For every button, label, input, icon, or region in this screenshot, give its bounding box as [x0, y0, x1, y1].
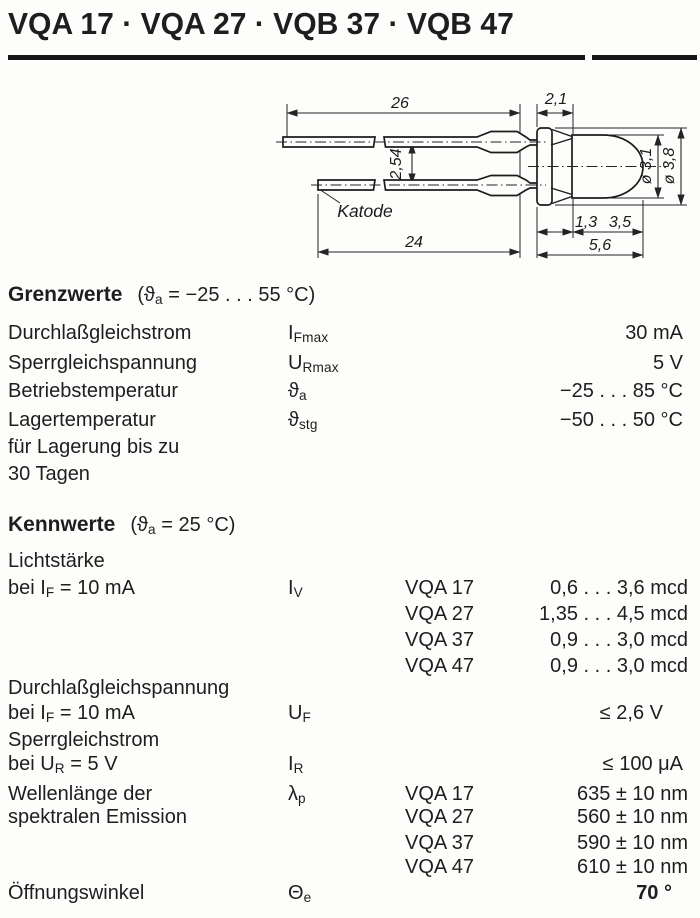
type-name: VQA 27	[405, 806, 474, 828]
grenzwerte-title: Grenzwerte	[8, 283, 123, 306]
param-symbol-urmax: URmax	[288, 352, 339, 375]
page-title: VQA 17 · VQA 27 · VQB 37 · VQB 47	[8, 6, 514, 41]
param-symbol-ir: IR	[288, 753, 304, 776]
type-name: VQA 37	[405, 832, 474, 854]
dia-label-3-8: ø 3,8	[661, 147, 678, 185]
kennwerte-condition: (ϑa = 25 °C)	[130, 514, 236, 537]
dim-label-24: 24	[405, 234, 423, 251]
param-symbol-ifmax: IFmax	[288, 322, 329, 345]
kennwerte-heading	[8, 513, 235, 537]
title-rule	[8, 55, 585, 60]
param-condition: bei UR = 5 V	[8, 753, 118, 776]
param-value: 635 ± 10 nm	[576, 783, 688, 805]
grenzwerte-heading	[8, 283, 315, 307]
row-wellenlaenge-entry	[0, 832, 700, 858]
param-value: 0,6 . . . 3,6 mcd	[550, 577, 688, 599]
type-name: VQA 17	[405, 783, 474, 805]
param-condition: bei IF = 10 mA	[8, 702, 135, 725]
dim-label-5-6: 5,6	[588, 237, 612, 254]
row-lichtstaerke	[0, 550, 700, 576]
param-label: Durchlaßgleichspannung	[8, 677, 230, 699]
row-durchlassgleichspannung-line2	[0, 702, 700, 728]
param-value: 0,9 . . . 3,0 mcd	[550, 655, 688, 677]
grenzwerte-condition: (ϑa = −25 . . . 55 °C)	[137, 284, 316, 307]
dim-label-2-54: 2,54	[388, 148, 405, 180]
param-value: −25 . . . 85 °C	[559, 380, 683, 402]
param-label: Sperrgleichspannung	[8, 352, 198, 374]
row-lichtstaerke-entry	[0, 603, 700, 629]
row-betriebstemperatur	[0, 380, 700, 406]
kennwerte-title: Kennwerte	[8, 513, 116, 536]
cathode-lead	[318, 176, 538, 196]
param-label: Lagertemperatur	[8, 409, 156, 431]
param-symbol-ta: ϑa	[288, 380, 307, 403]
param-symbol-iv: IV	[288, 577, 303, 600]
param-value: 70 °	[636, 882, 672, 904]
param-value: 590 ± 10 nm	[576, 832, 688, 854]
param-label: Wellenlänge der	[8, 783, 153, 805]
row-wellenlaenge-entry	[0, 856, 700, 882]
dim-label-1-3: 1,3	[574, 214, 598, 231]
param-label: Betriebstemperatur	[8, 380, 179, 402]
param-value: 30 mA	[625, 322, 683, 344]
param-value: 1,35 . . . 4,5 mcd	[539, 603, 688, 625]
param-value: 610 ± 10 nm	[576, 856, 688, 878]
param-value: ≤ 100 μA	[602, 753, 683, 775]
param-value: 560 ± 10 nm	[576, 806, 688, 828]
dim-label-2-1: 2,1	[544, 91, 568, 108]
param-symbol-lp: λp	[288, 783, 306, 806]
param-value: ≤ 2,6 V	[599, 702, 663, 724]
type-name: VQA 47	[405, 856, 474, 878]
row-durchlassgleichspannung	[0, 677, 700, 703]
param-label: Öffnungswinkel	[8, 882, 145, 904]
row-lagertemperatur	[0, 409, 700, 435]
param-label: 30 Tagen	[8, 463, 90, 485]
param-label: für Lagerung bis zu	[8, 436, 180, 458]
param-value: −50 . . . 50 °C	[559, 409, 683, 431]
param-label: Durchlaßgleichstrom	[8, 322, 192, 344]
param-symbol-tstg: ϑstg	[288, 409, 318, 432]
type-name: VQA 47	[405, 655, 474, 677]
param-label: Sperrgleichstrom	[8, 729, 160, 751]
type-name: VQA 37	[405, 629, 474, 651]
row-sperrgleichstrom-line2	[0, 753, 700, 779]
row-durchlassgleichstrom	[0, 322, 700, 348]
param-label: spektralen Emission	[8, 806, 187, 828]
row-wellenlaenge-line2	[0, 806, 700, 832]
param-symbol-oe: Θe	[288, 882, 312, 905]
dia-label-3-1: ø 3,1	[638, 147, 655, 185]
row-sperrgleichspannung	[0, 352, 700, 378]
param-value: 0,9 . . . 3,0 mcd	[550, 629, 688, 651]
param-symbol-uf: UF	[288, 702, 311, 725]
row-oeffnungswinkel	[0, 882, 700, 908]
type-name: VQA 27	[405, 603, 474, 625]
dim-label-26: 26	[391, 95, 409, 112]
katode-label: Katode	[337, 201, 393, 221]
row-lagertemperatur-line3	[0, 463, 700, 489]
row-lagertemperatur-line2	[0, 436, 700, 462]
param-label: Lichtstärke	[8, 550, 105, 572]
row-sperrgleichstrom	[0, 729, 700, 755]
param-condition: bei IF = 10 mA	[8, 577, 135, 600]
row-lichtstaerke-entry	[0, 629, 700, 655]
title-rule-segment	[592, 55, 697, 60]
dim-label-3-5: 3,5	[608, 214, 632, 231]
led-dimension-drawing	[0, 70, 700, 270]
row-lichtstaerke-line2	[0, 577, 700, 603]
param-value: 5 V	[652, 352, 683, 374]
type-name: VQA 17	[405, 577, 474, 599]
